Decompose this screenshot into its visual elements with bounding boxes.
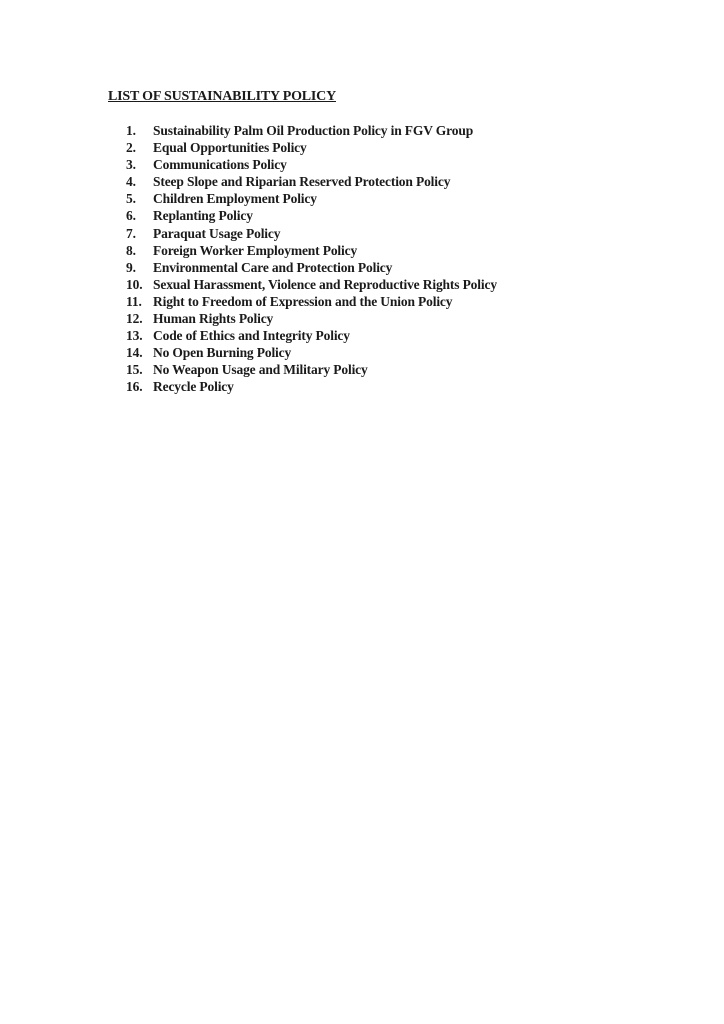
policy-number: 13. (126, 328, 143, 344)
policy-number: 8. (126, 242, 136, 258)
policy-list-item (126, 259, 497, 276)
policy-number: 1. (126, 123, 136, 138)
policy-list-item (126, 276, 497, 293)
policy-list-item (126, 361, 497, 378)
policy-title: Communications Policy (153, 157, 287, 173)
policy-number: 7. (126, 225, 136, 241)
policy-title: Equal Opportunities Policy (153, 140, 307, 156)
policy-list-item (126, 207, 497, 224)
policy-title: No Open Burning Policy (153, 345, 292, 361)
policy-list-item (126, 190, 497, 207)
policy-title: Sustainability Palm Oil Production Policy in FGV Group (153, 123, 474, 138)
policy-title: Paraquat Usage Policy (153, 225, 281, 241)
policy-list-item (126, 122, 497, 139)
policy-list-item (126, 310, 497, 327)
document-heading: LIST OF SUSTAINABILITY POLICY (108, 89, 336, 104)
policy-list-item (126, 139, 497, 156)
policy-number: 10. (126, 276, 143, 292)
policy-title: Replanting Policy (153, 208, 253, 224)
policy-title: Human Rights Policy (153, 311, 274, 327)
policy-number: 9. (126, 259, 136, 275)
policy-title: Recycle Policy (153, 379, 234, 395)
policy-number: 2. (126, 140, 136, 156)
policy-list-item (126, 156, 497, 173)
policy-title: Environmental Care and Protection Policy (153, 259, 393, 275)
policy-title: Sexual Harassment, Violence and Reproductive Rights Policy (153, 276, 497, 292)
policy-title: Children Employment Policy (153, 191, 317, 207)
policy-title: Foreign Worker Employment Policy (153, 242, 358, 258)
policy-number: 15. (126, 362, 143, 378)
policy-title: Steep Slope and Riparian Reserved Protection Policy (153, 174, 451, 190)
policy-list-item (126, 378, 497, 395)
policy-number: 6. (126, 208, 136, 224)
policy-number: 14. (126, 345, 143, 361)
policy-list-item (126, 173, 497, 190)
policy-list-item (126, 225, 497, 242)
policy-list (126, 122, 497, 396)
policy-number: 4. (126, 174, 136, 190)
policy-title: No Weapon Usage and Military Policy (153, 362, 368, 378)
policy-number: 12. (126, 311, 143, 327)
policy-title: Right to Freedom of Expression and the Union Policy (153, 293, 453, 309)
policy-number: 3. (126, 157, 136, 173)
policy-number: 5. (126, 191, 136, 207)
policy-number: 11. (126, 293, 142, 309)
policy-title: Code of Ethics and Integrity Policy (153, 328, 350, 344)
policy-number: 16. (126, 379, 143, 395)
policy-list-item (126, 327, 497, 344)
policy-list-item (126, 344, 497, 361)
policy-list-item (126, 242, 497, 259)
policy-list-item (126, 293, 497, 310)
